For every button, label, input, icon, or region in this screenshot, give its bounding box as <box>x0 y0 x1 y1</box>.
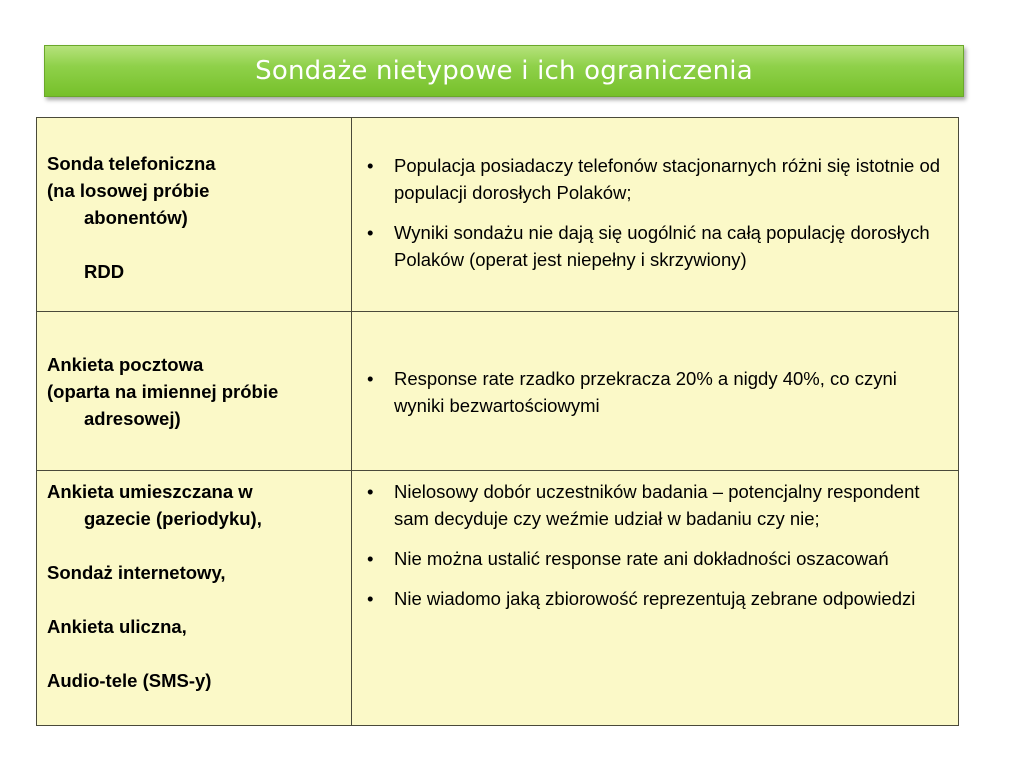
survey-type-line: Ankieta pocztowa <box>47 354 204 375</box>
list-item <box>362 365 950 419</box>
list-item <box>362 545 950 572</box>
table-row <box>37 471 959 726</box>
limitation-text: Wyniki sondażu nie dają się uogólnić na całą populację dorosłych Polaków (operat jest niepełny i skrzywiony) <box>394 222 930 270</box>
survey-type-line: Ankieta umieszczana w <box>47 481 253 502</box>
bullet-icon: • <box>367 368 374 389</box>
limitation-text: Response rate rzadko przekracza 20% a nigdy 40%, co czyni wyniki bezwartościowymi <box>394 368 897 416</box>
survey-type-line: (oparta na imiennej próbie <box>47 381 279 402</box>
survey-type-line: (na losowej próbie <box>47 180 210 201</box>
limitation-text: Populacja posiadaczy telefonów stacjonarnych różni się istotnie od populacji dorosłych Polaków; <box>394 155 941 203</box>
survey-type-line: RDD <box>84 261 125 282</box>
limitation-text: Nie można ustalić response rate ani dokładności oszacowań <box>394 548 889 569</box>
limitations-list <box>362 365 950 419</box>
page-title: Sondaże nietypowe i ich ograniczenia <box>255 56 753 86</box>
bullet-icon: • <box>367 155 374 176</box>
survey-type-line: abonentów) <box>84 207 188 228</box>
list-item <box>362 478 950 532</box>
limitations-list <box>362 152 950 273</box>
survey-type-line: gazecie (periodyku), <box>84 508 262 529</box>
limitations-cell <box>352 312 959 471</box>
survey-type-cell <box>37 471 352 726</box>
limitation-text: Nielosowy dobór uczestników badania – potencjalny respondent sam decyduje czy weźmie udział w badaniu czy nie; <box>394 481 920 529</box>
list-item <box>362 219 950 273</box>
limitations-cell <box>352 471 959 726</box>
survey-type-line: Sondaż internetowy, <box>47 562 226 583</box>
limitations-cell <box>352 118 959 312</box>
survey-type-line: adresowej) <box>84 408 181 429</box>
survey-type-line: Audio-tele (SMS-y) <box>47 670 212 691</box>
table-row <box>37 118 959 312</box>
survey-type-cell <box>37 312 352 471</box>
survey-type-cell <box>37 118 352 312</box>
survey-type-line: Sonda telefoniczna <box>47 153 216 174</box>
bullet-icon: • <box>367 222 374 243</box>
title-bar <box>44 45 964 97</box>
list-item <box>362 152 950 206</box>
table-row <box>37 312 959 471</box>
bullet-icon: • <box>367 588 374 609</box>
comparison-table <box>36 117 959 726</box>
bullet-icon: • <box>367 481 374 502</box>
list-item <box>362 585 950 612</box>
survey-type-line: Ankieta uliczna, <box>47 616 187 637</box>
limitations-list <box>362 478 950 612</box>
bullet-icon: • <box>367 548 374 569</box>
limitation-text: Nie wiadomo jaką zbiorowość reprezentują zebrane odpowiedzi <box>394 588 916 609</box>
